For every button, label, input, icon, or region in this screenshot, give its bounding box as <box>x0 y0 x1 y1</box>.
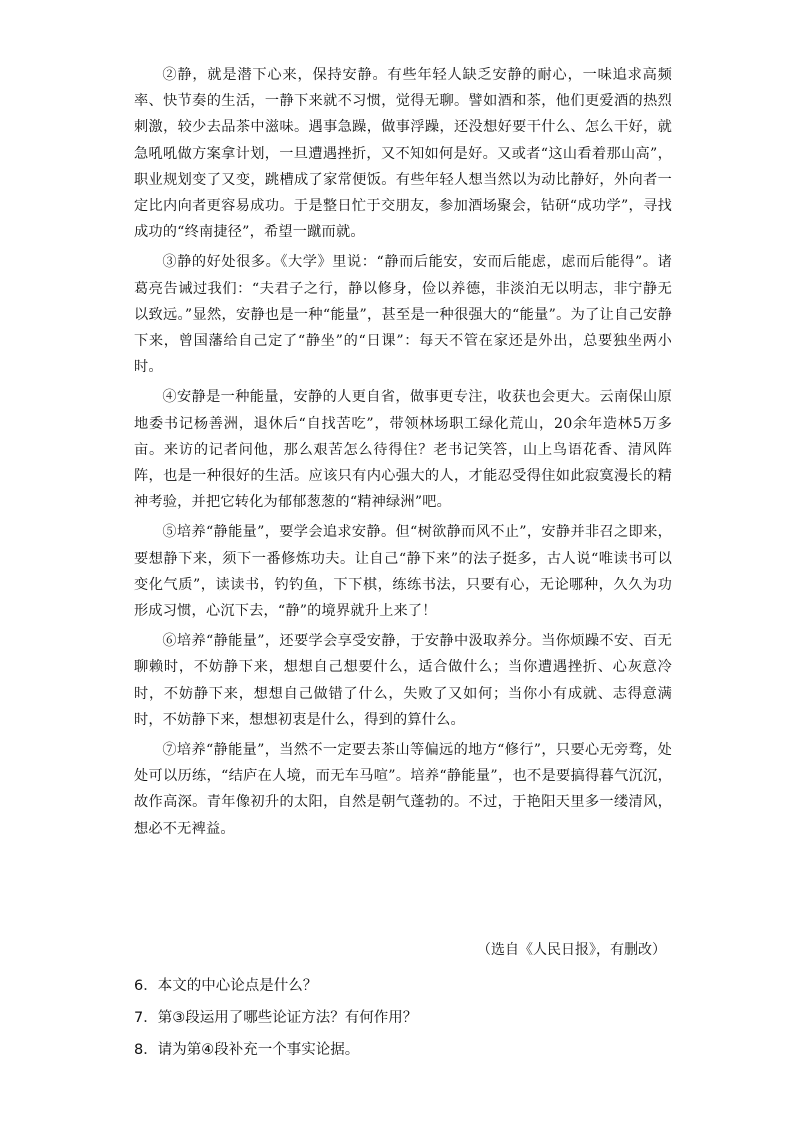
paragraph-6: ⑥培养“静能量”，还要学会享受安静，于安静中汲取养分。当你烦躁不安、百无聊赖时，不妨静下来，想想自己想要什么，适合做什么；当你遭遇挫折、心灰意冷时，不妨静下来，想想自己做错了什么，失败了又如何；当你小有成就、志得意满时，不妨静下来，想想初衷是什么，得到的算什么。 <box>134 633 672 728</box>
reading-passage <box>134 62 672 846</box>
question-6: 6．本文的中心论点是什么？ <box>134 978 318 994</box>
paragraph-7: ⑦培养“静能量”，当然不一定要去茶山等偏远的地方“修行”，只要心无旁骛，处处可以历练，“结庐在人境，而无车马喧”。培养“静能量”，也不是要搞得暮气沉沉，故作高深。青年像初升的太阳，自然是朝气蓬勃的。不过，于艳阳天里多一缕清风，想必不无裨益。 <box>134 742 672 837</box>
paragraph-5: ⑤培养“静能量”，要学会追求安静。但“树欲静而风不止”，安静并非召之即来，要想静下来，须下一番修炼功夫。让自己“静下来”的法子挺多，古人说“唯读书可以变化气质”，读读书，钓钓鱼，下下棋，练练书法，只要有心，无论哪种，久久为功形成习惯，心沉下去，“静”的境界就升上来了！ <box>134 524 672 620</box>
question-8: 8．请为第④段补充一个事实论据。 <box>134 1042 360 1058</box>
paragraph-2: ②静，就是潜下心来，保持安静。有些年轻人缺乏安静的耐心，一味追求高频率、快节奏的生活，一静下来就不习惯，觉得无聊。譬如酒和茶，他们更爱酒的热烈刺激，较少去品茶中滋味。遇事急躁，做事浮躁，还没想好要干什么、怎么干好，就急吼吼做方案拿计划，一旦遭遇挫折，又不知如何是好。又或者“这山看着那山高”，职业规划变了又变，跳槽成了家常便饭。有些年轻人想当然以为动比静好，外向者一定比内向者更容易成功。于是整日忙于交朋友，参加酒场聚会，钻研“成功学”，寻找成功的“终南捷径”，希望一蹴而就。 <box>134 67 672 241</box>
question-list <box>134 970 674 1066</box>
paragraph-4: ④安静是一种能量，安静的人更自省，做事更专注，收获也会更大。云南保山原地委书记杨善洲，退休后“自找苦吃”，带领林场职工绿化荒山，20余年造林5万多亩。来访的记者问他，那么艰苦怎么待得住？老书记笑答，山上鸟语花香、清风阵阵，也是一种很好的生活。应该只有内心强大的人，才能忍受得住如此寂寞漫长的精神考验，并把它转化为郁郁葱葱的“精神绿洲”吧。 <box>134 389 672 511</box>
paragraph-3: ③静的好处很多。《大学》里说：“静而后能安，安而后能虑，虑而后能得”。诸葛亮告诫过我们：“夫君子之行，静以修身，俭以养德，非淡泊无以明志，非宁静无以致远。”显然，安静也是一种“能量”，甚至是一种很强大的“能量”。为了让自己安静下来，曾国藩给自己定了“静坐”的“日课”：每天不管在家还是外出，总要独坐两小时。 <box>134 254 672 376</box>
source-note: （选自《人民日报》，有删改） <box>477 942 666 958</box>
question-7: 7．第③段运用了哪些论证方法？有何作用？ <box>134 1010 418 1026</box>
